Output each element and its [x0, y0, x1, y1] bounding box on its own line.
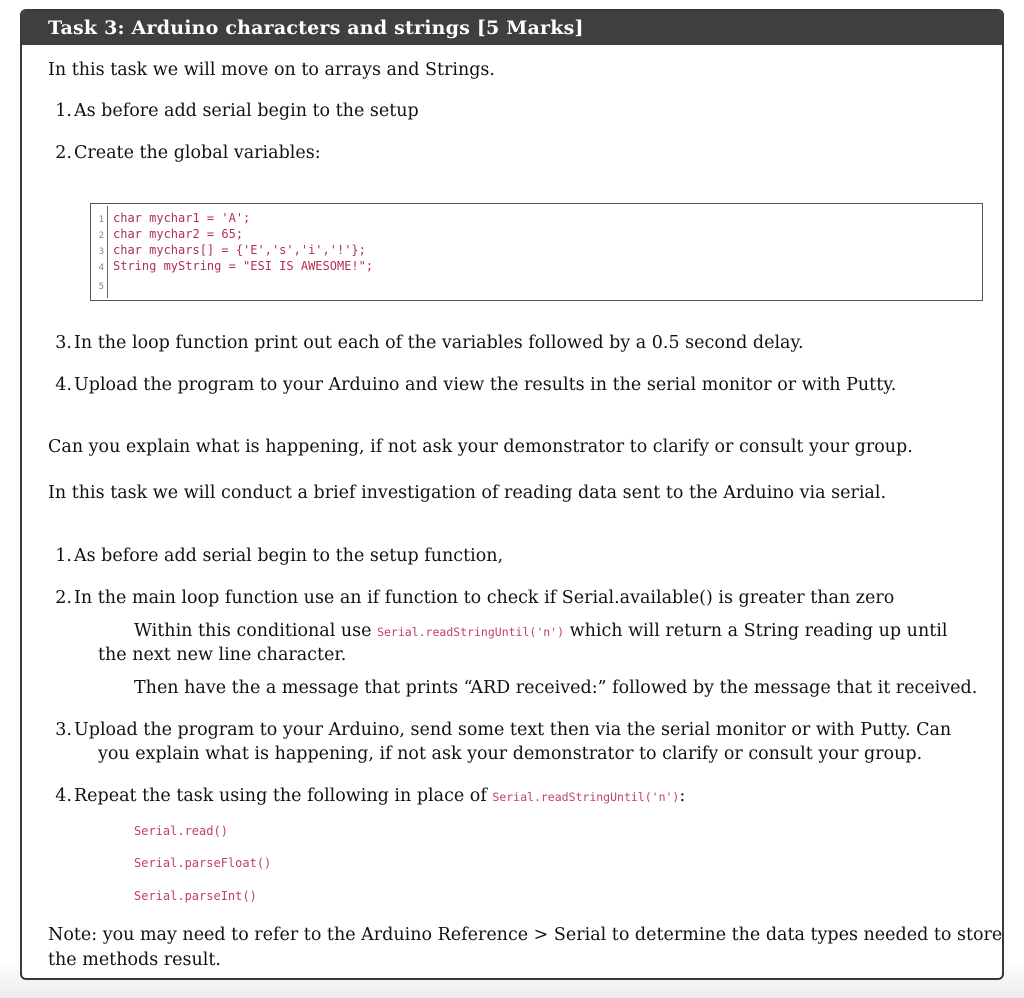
inline-code: Serial.readStringUntil('n') — [377, 625, 565, 639]
method-code: Serial.parseFloat() — [134, 856, 272, 870]
code-listing — [90, 203, 983, 301]
code-line: String myString = "ESI IS AWESOME!"; — [113, 259, 374, 273]
code-line: char mychar1 = 'A'; — [113, 211, 251, 225]
method-code: Serial.read() — [134, 824, 228, 838]
sub-paragraph: Then have the a message that prints “ARD received:” followed by the message that it received. — [134, 678, 978, 698]
task-title: Task 3: Arduino characters and strings [5 Marks] — [22, 11, 1002, 45]
line-number-gutter: 1 2 3 4 5 — [91, 206, 108, 298]
explain-paragraph: Can you explain what is happening, if not ask your demonstrator to clarify or consult your group. — [48, 437, 913, 457]
list-item-cont: you explain what is happening, if not ask your demonstrator to clarify or consult your group. — [98, 744, 923, 764]
code-line: char mychars[] = {'E','s','i','!'}; — [113, 243, 366, 257]
note-line: Note: you may need to refer to the Arduino Reference > Serial to determine the data types needed to store — [48, 925, 1003, 945]
code-line: char mychar2 = 65; — [113, 227, 244, 241]
intro-text: In this task we will move on to arrays and Strings. — [48, 60, 495, 80]
note-line: the methods result. — [48, 950, 221, 970]
intro2-paragraph: In this task we will conduct a brief investigation of reading data sent to the Arduino via serial. — [48, 483, 887, 503]
method-code: Serial.parseInt() — [134, 889, 257, 903]
task-box: Task 3: Arduino characters and strings [5 Marks] In this task we will move on to arrays and Strings. 1. As before add serial begin to the setup 2. Create the global variables: 1 2 3 4 5 char mychar1 = 'A'; char mychar2 = 65; char mychars[] = {'E','s','i','!'}; String myString = "ESI IS AWESOME!"; 3. In the loop function print out each of the variables followed by a 0.5 second delay. 4. Upload the program to your Arduino and view the results in the serial monitor or with Putty. Can you explain what is happening, if not ask your demonstrator to clarify or consult your group. In this task we will conduct a brief investigation of reading data sent to the Arduino via serial. 1. As before add serial begin to the setup function, 2. In the main loop function use an if function to check if Serial.available() is greater than zero Within this conditional use Serial.readStringUntil('n') which will return a String reading up until the next new line character. Then have the a message that prints “ARD received:” followed by the message that it received. 3. Upload the program to your Arduino, send some text then via the serial monitor or with Putty. Can you explain what is happening, if not ask your demonstrator to clarify or consult your group. 4. Repeat the task using the following in place of Serial.readStringUntil('n'): Serial.read() Serial.parseFloat() Serial.parseInt() Note: you may need to refer to the Arduino Reference > Serial to determine the data types needed to store the methods result. — [20, 9, 1004, 980]
inline-code: Serial.readStringUntil('n') — [492, 790, 680, 804]
sub-paragraph: Within this conditional use Serial.readStringUntil('n') which will return a String reading up until — [134, 621, 948, 641]
sub-paragraph-cont: the next new line character. — [98, 645, 347, 665]
